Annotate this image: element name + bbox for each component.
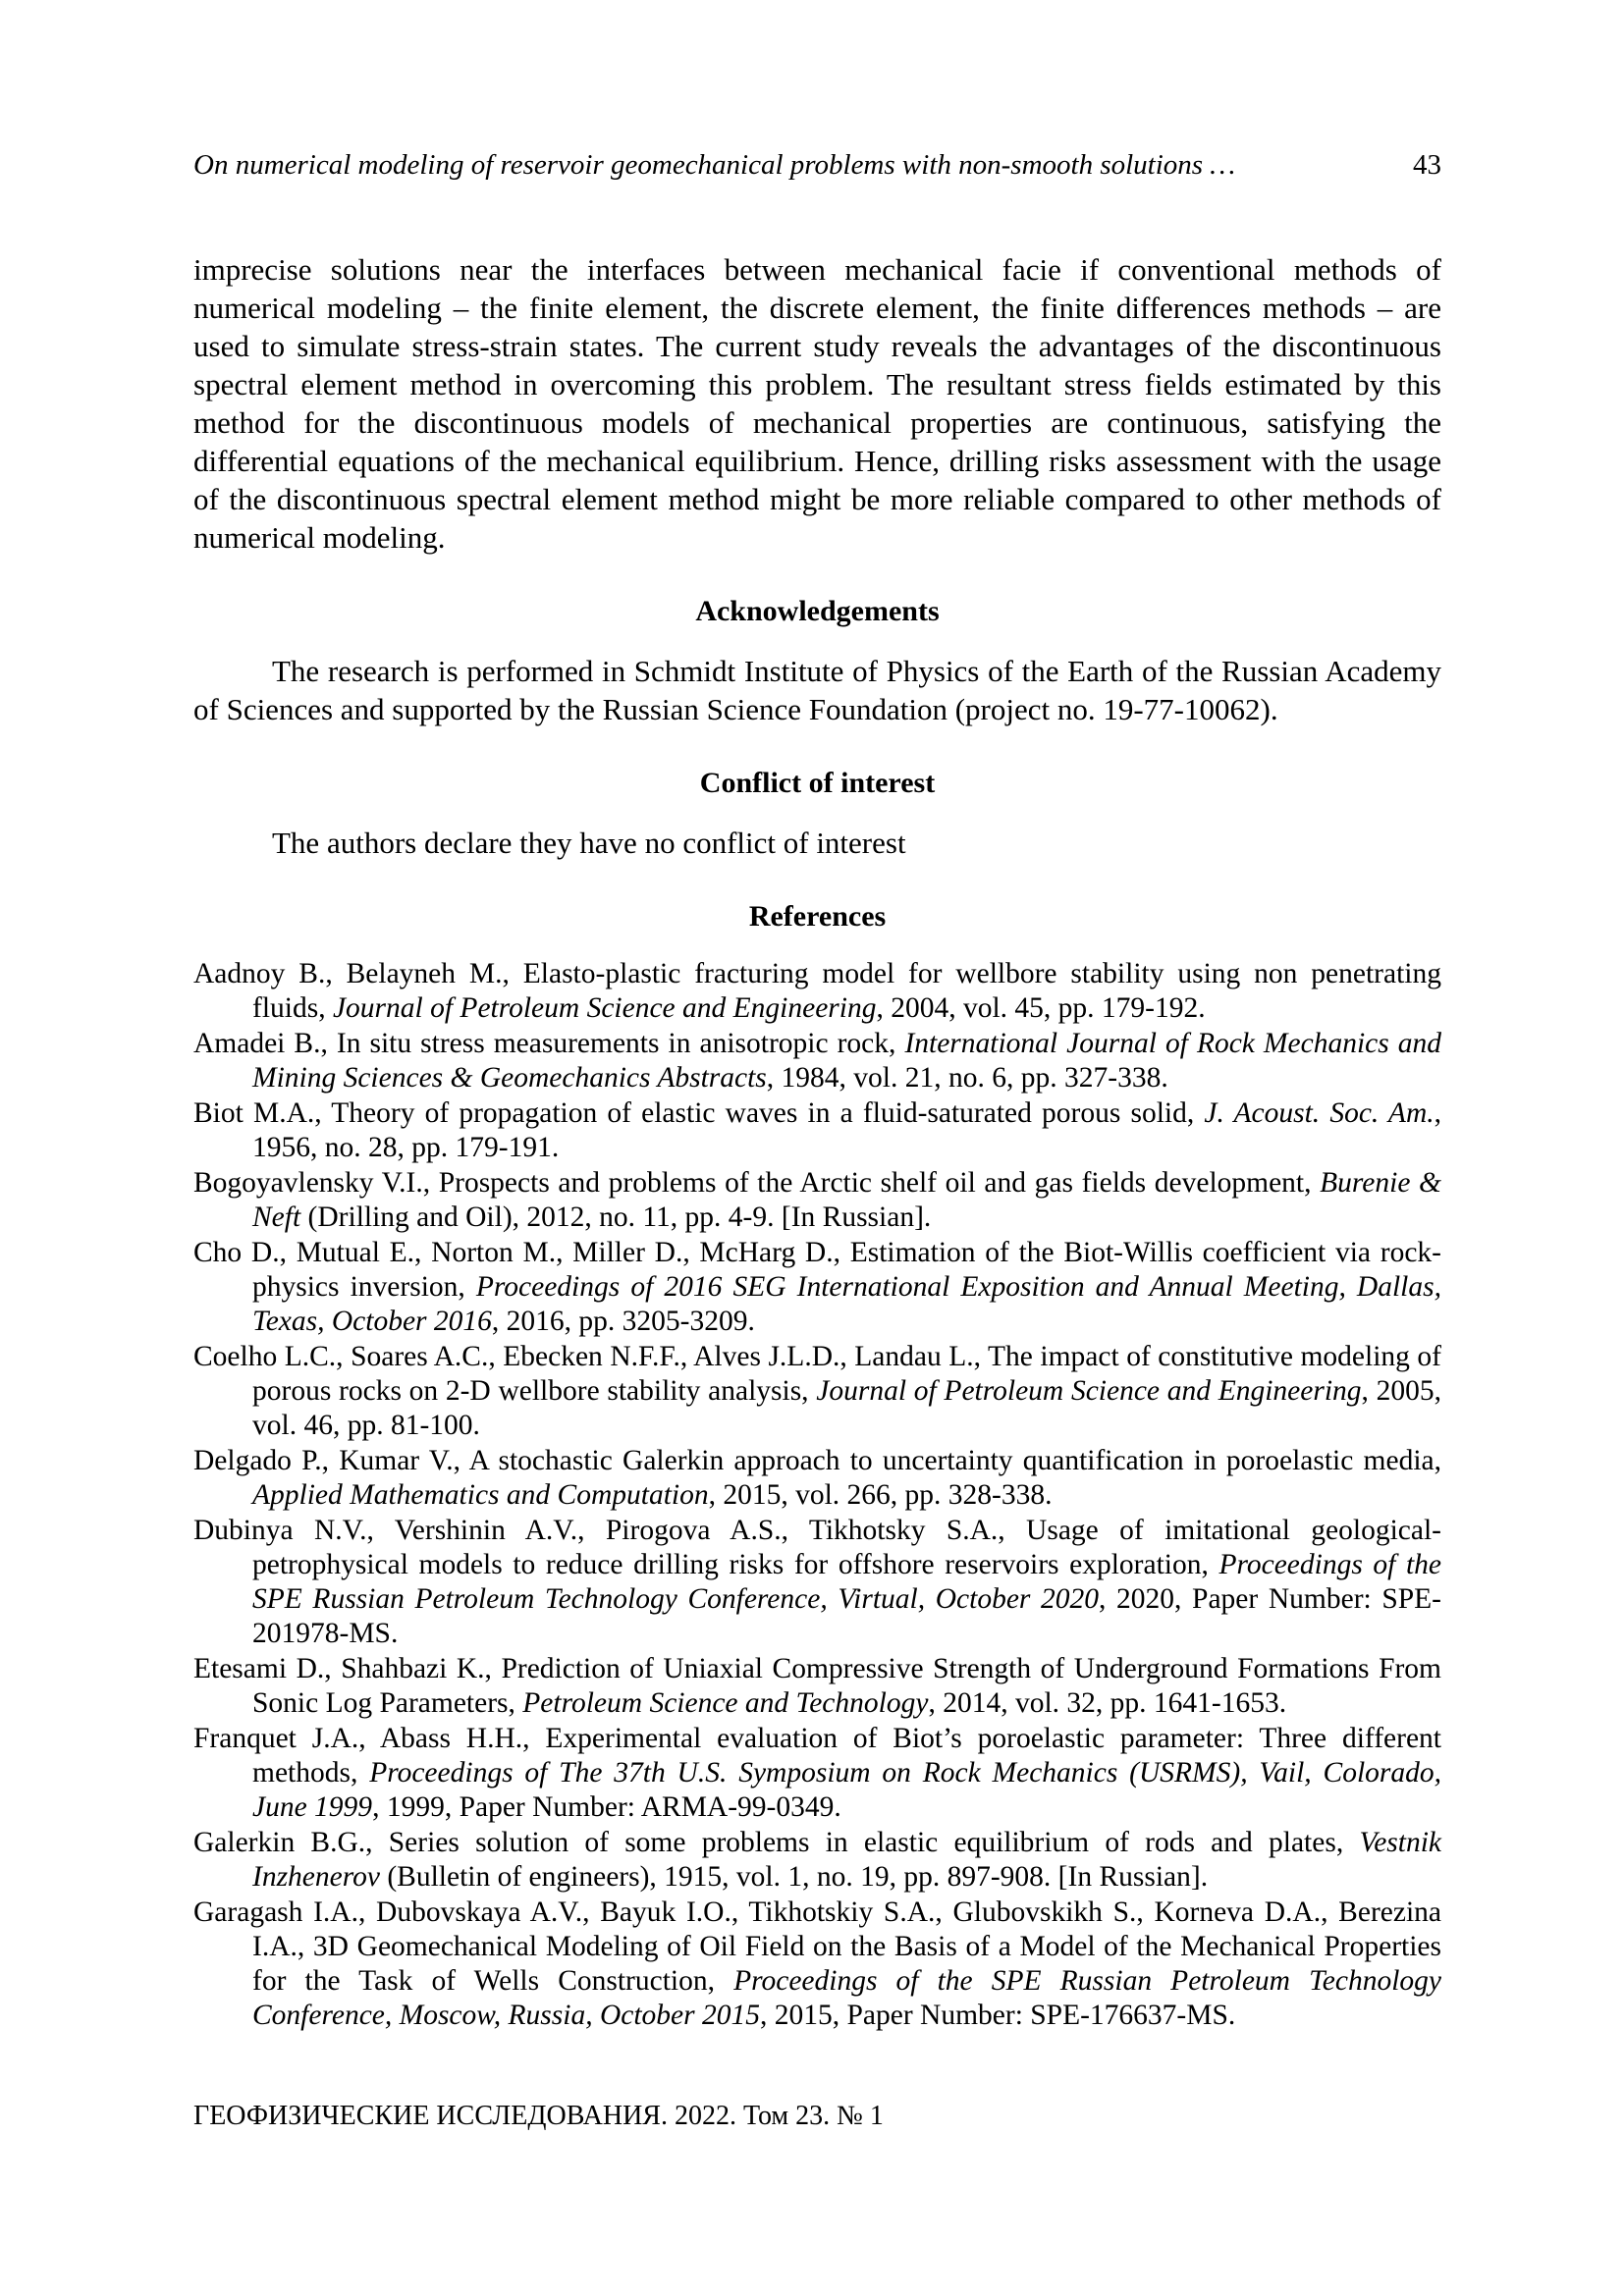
reference-item: Bogoyavlensky V.I., Prospects and problems of the Arctic shelf oil and gas fields development, Burenie & Neft (Drilling and Oil), 2012, no. 11, pp. 4-9. [In Russian]. <box>193 1167 1442 1233</box>
reference-item: Amadei B., In situ stress measurements in anisotropic rock, International Journal of Rock Mechanics and Mining Sciences & Geomechanics Abstracts, 1984, vol. 21, no. 6, pp. 327-338. <box>193 1028 1441 1094</box>
reference-item: Franquet J.A., Abass H.H., Experimental evaluation of Biot’s poroelastic parameter: Three different methods, Proceedings of The 37th U.S. Symposium on Rock Mechanics (USRMS), Vail, Colorado, June 1999, 1999, Paper Number: ARMA-99-0349. <box>193 1723 1441 1823</box>
references-heading: References <box>748 900 887 933</box>
reference-item: Cho D., Mutual E., Norton M., Miller D., McHarg D., Estimation of the Biot-Willis coefficient via rock-physics inversion, Proceedings of 2016 SEG International Exposition and Annual Meeting, Dallas, Texas, October 2016, 2016, pp. 3205-3209. <box>193 1237 1441 1337</box>
conflict-heading: Conflict of interest <box>699 767 936 799</box>
acknowledgements-heading: Acknowledgements <box>695 595 940 627</box>
acknowledgements-text: The research is performed in Schmidt Institute of Physics of the Earth of the Russian Academy of Sciences and supported by the Russian Science Foundation (project no. 19-77-10062). <box>193 654 1441 726</box>
running-title: On numerical modeling of reservoir geomechanical problems with non-smooth solutions … <box>193 149 1236 181</box>
reference-item: Aadnoy B., Belayneh M., Elasto-plastic fracturing model for wellbore stability using non penetrating fluids, Journal of Petroleum Science and Engineering, 2004, vol. 45, pp. 179-192. <box>193 958 1441 1024</box>
reference-item: Dubinya N.V., Vershinin A.V., Pirogova A.S., Tikhotsky S.A., Usage of imitational geological-petrophysical models to reduce drilling risks for offshore reservoirs exploration, Proceedings of the SPE Russian Petroleum Technology Conference, Virtual, October 2020, 2020, Paper Number: SPE-201978-MS. <box>193 1515 1442 1649</box>
reference-item: Etesami D., Shahbazi K., Prediction of Uniaxial Compressive Strength of Underground Formations From Sonic Log Parameters, Petroleum Science and Technology, 2014, vol. 32, pp. 1641-1653. <box>193 1653 1441 1719</box>
page-number: 43 <box>1413 149 1441 181</box>
reference-item: Biot M.A., Theory of propagation of elastic waves in a fluid-saturated porous solid, J. Acoust. Soc. Am., 1956, no. 28, pp. 179-191. <box>193 1097 1442 1163</box>
page-body <box>193 250 1441 2033</box>
journal-footer: ГЕОФИЗИЧЕСКИЕ ИССЛЕДОВАНИЯ. 2022. Том 23. № 1 <box>193 2101 884 2131</box>
reference-item: Garagash I.A., Dubovskaya A.V., Bayuk I.O., Tikhotskiy S.A., Glubovskikh S., Korneva D.A., Berezina I.A., 3D Geomechanical Modeling of Oil Field on the Basis of a Model of the Mechanical Properties for the Task of Wells Construction, Proceedings of the SPE Russian Petroleum Technology Conference, Moscow, Russia, October 2015, 2015, Paper Number: SPE-176637-MS. <box>193 1896 1441 2031</box>
intro-paragraph: imprecise solutions near the interfaces between mechanical facie if conventional methods of numerical modeling – the finite element, the discrete element, the finite differences methods – are used to simulate stress-strain states. The current study reveals the advantages of the discontinuous spectral element method in overcoming this problem. The resultant stress fields estimated by this method for the discontinuous models of mechanical properties are continuous, satisfying the differential equations of the mechanical equilibrium. Hence, drilling risks assessment with the usage of the discontinuous spectral element method might be more reliable compared to other methods of numerical modeling. <box>193 252 1441 555</box>
reference-list <box>193 957 1441 2033</box>
reference-item: Coelho L.C., Soares A.C., Ebecken N.F.F., Alves J.L.D., Landau L., The impact of constitutive modeling of porous rocks on 2-D wellbore stability analysis, Journal of Petroleum Science and Engineering, 2005, vol. 46, pp. 81-100. <box>193 1341 1441 1441</box>
reference-item: Delgado P., Kumar V., A stochastic Galerkin approach to uncertainty quantification in poroelastic media, Applied Mathematics and Computation, 2015, vol. 266, pp. 328-338. <box>193 1445 1441 1511</box>
conflict-text: The authors declare they have no conflict of interest <box>272 826 906 860</box>
reference-item: Galerkin B.G., Series solution of some problems in elastic equilibrium of rods and plates, Vestnik Inzhenerov (Bulletin of engineers), 1915, vol. 1, no. 19, pp. 897-908. [In Russian]. <box>193 1827 1441 1893</box>
running-header <box>193 149 1441 182</box>
